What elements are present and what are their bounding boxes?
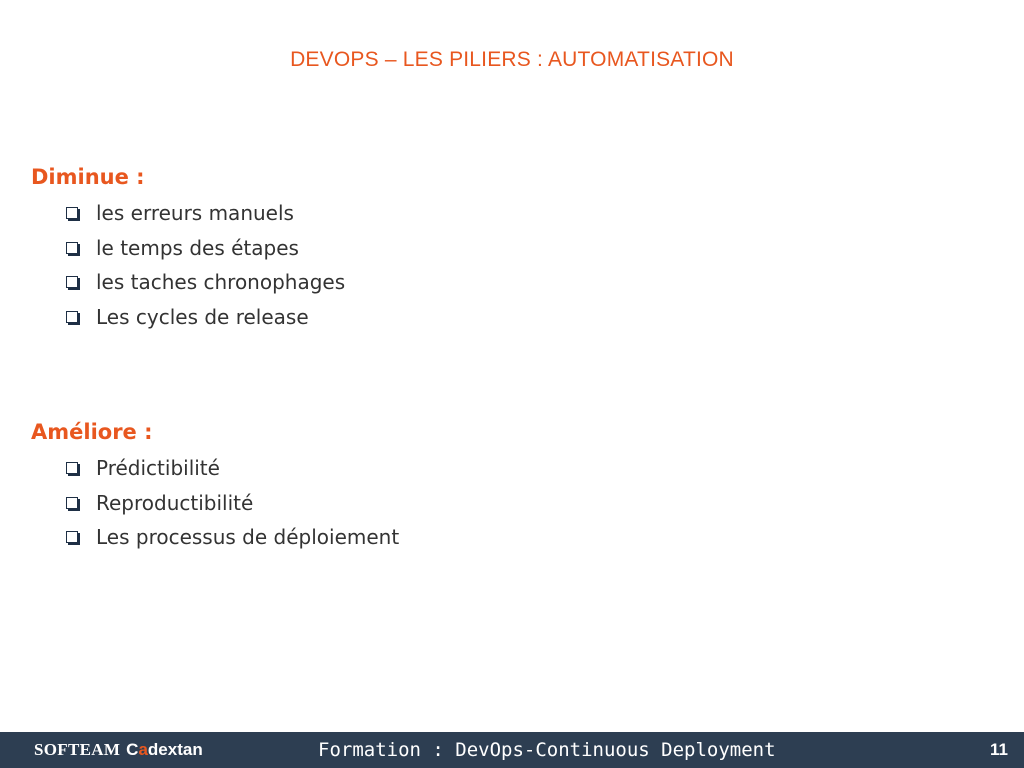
footer-course-title: Formation : DevOps-Continuous Deployment	[318, 739, 776, 761]
checkbox-icon	[66, 311, 78, 323]
brand-cadextan-rest: dextan	[147, 740, 203, 759]
list-item	[66, 486, 399, 521]
section-heading-ameliore: Améliore :	[31, 420, 153, 444]
checkbox-icon	[66, 276, 78, 288]
checkbox-icon	[66, 497, 78, 509]
checkbox-icon	[66, 207, 78, 219]
list-item-label: les taches chronophages	[96, 270, 346, 295]
list-item	[66, 196, 345, 231]
brand-cadextan	[126, 740, 203, 759]
brand-logo	[34, 739, 203, 761]
list-item-label: Reproductibilité	[96, 490, 254, 515]
list-item	[66, 231, 345, 266]
brand-softeam: SOFTEAM	[34, 740, 121, 759]
list-item	[66, 300, 345, 335]
list-item	[66, 451, 399, 486]
list-item-label: Les processus de déploiement	[96, 525, 400, 550]
brand-cadextan-c: C	[126, 740, 139, 759]
checkbox-icon	[66, 531, 78, 543]
list-item-label: les erreurs manuels	[96, 201, 294, 226]
list-item	[66, 520, 399, 555]
footer-bar	[0, 732, 1024, 768]
checkbox-icon	[66, 462, 78, 474]
list-ameliore	[66, 451, 399, 555]
list-item-label: le temps des étapes	[96, 235, 299, 260]
checkbox-icon	[66, 242, 78, 254]
list-diminue	[66, 196, 345, 334]
slide-title: DEVOPS – LES PILIERS : AUTOMATISATION	[290, 48, 734, 71]
list-item-label: Prédictibilité	[96, 456, 220, 481]
list-item-label: Les cycles de release	[96, 304, 309, 329]
page-number: 11	[990, 740, 1008, 759]
brand-cadextan-a: a	[138, 740, 148, 759]
section-heading-diminue: Diminue :	[31, 165, 145, 189]
list-item	[66, 265, 345, 300]
